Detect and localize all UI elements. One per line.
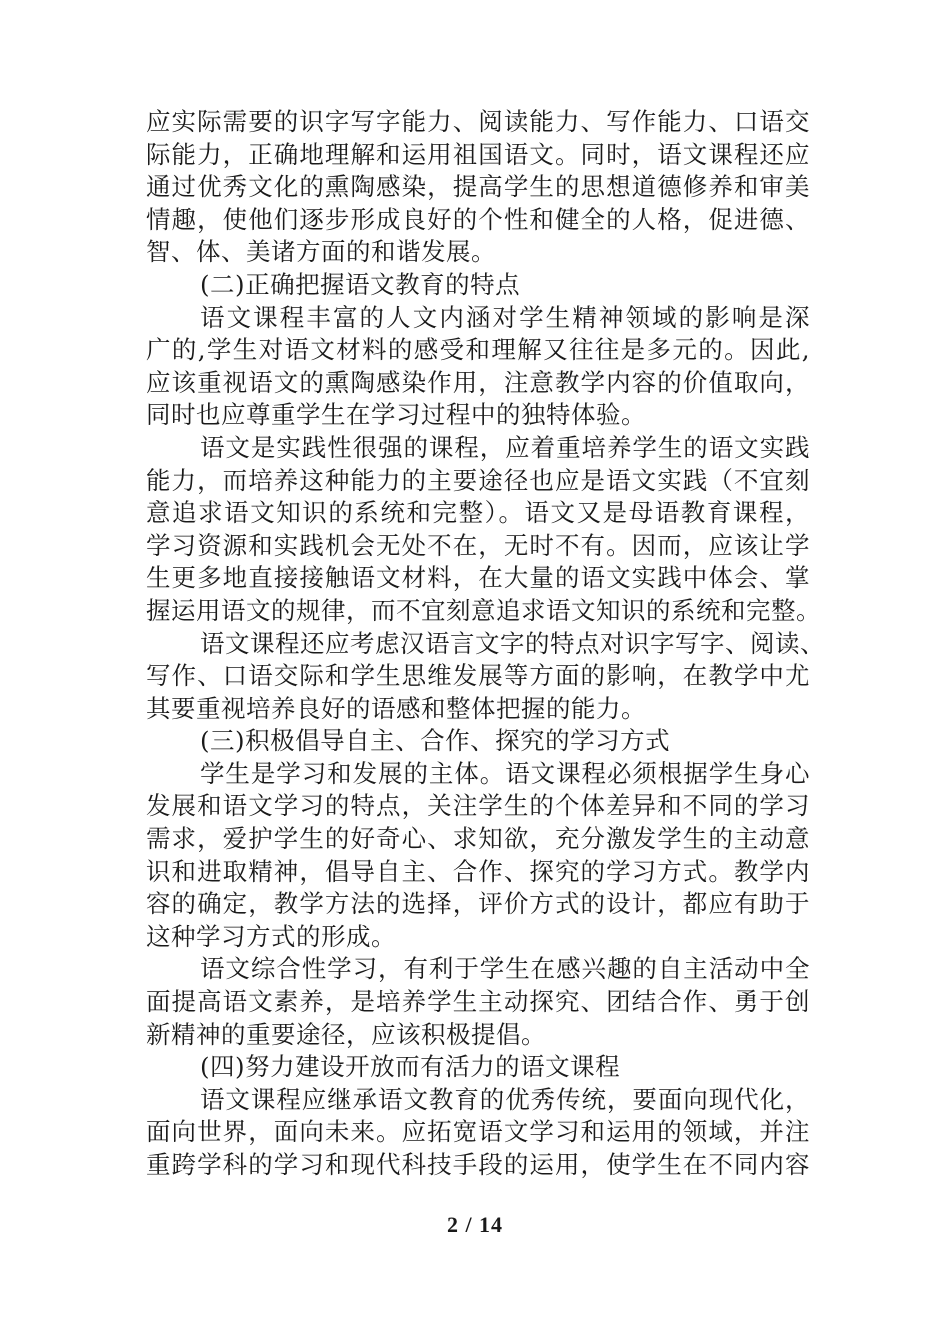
text-line: 写作、口语交际和学生思维发展等方面的影响，在教学中尤 [146,661,810,691]
text-line: 生更多地直接接触语文材料，在大量的语文实践中体会、掌 [146,563,810,593]
text-line: (四)努力建设开放而有活力的语文课程 [200,1052,621,1082]
text-line: 学习资源和实践机会无处不在，无时不有。因而，应该让学 [146,530,810,560]
text-line: 同时也应尊重学生在学习过程中的独特体验。 [146,400,646,430]
text-line: 智、体、美诸方面的和谐发展。 [146,237,496,267]
text-line: 这种学习方式的形成。 [146,921,396,951]
text-line: 意追求语文知识的系统和完整）。语文又是母语教育课程， [146,498,810,528]
text-line: 容的确定，教学方法的选择，评价方式的设计，都应有助于 [146,889,810,919]
text-line: 面提高语文素养，是培养学生主动探究、团结合作、勇于创 [146,987,810,1017]
text-line: 学生是学习和发展的主体。语文课程必须根据学生身心 [200,758,810,788]
text-line: 重跨学科的学习和现代科技手段的运用，使学生在不同内容 [146,1150,810,1179]
text-line: 能力，而培养这种能力的主要途径也应是语文实践（不宜刻 [146,465,810,495]
text-line: 识和进取精神，倡导自主、合作、探究的学习方式。教学内 [146,856,810,886]
text-line: 应该重视语文的熏陶感染作用，注意教学内容的价值取向， [146,367,810,397]
text-line: 语文是实践性很强的课程，应着重培养学生的语文实践 [200,432,810,462]
text-line: 发展和语文学习的特点，关注学生的个体差异和不同的学习 [146,791,810,821]
text-line: 应实际需要的识字写字能力、阅读能力、写作能力、口语交 [146,107,810,136]
text-line: 握运用语文的规律，而不宜刻意追求语文知识的系统和完整。 [146,595,821,625]
text-line: 语文课程应继承语文教育的优秀传统，要面向现代化， [200,1084,810,1114]
text-line: 情趣，使他们逐步形成良好的个性和健全的人格，促进德、 [146,204,810,234]
text-line: 语文课程还应考虑汉语言文字的特点对识字写字、阅读、 [200,628,825,658]
text-line: (三)积极倡导自主、合作、探究的学习方式 [200,726,671,756]
text-line: 际能力，正确地理解和运用祖国语文。同时，语文课程还应 [146,139,810,169]
text-line: 新精神的重要途径，应该积极提倡。 [146,1019,546,1049]
text-line: 语文课程丰富的人文内涵对学生精神领域的影响是深 [200,302,810,332]
text-line: 通过优秀文化的熏陶感染，提高学生的思想道德修养和审美 [146,172,810,202]
text-line: 面向世界，面向未来。应拓宽语文学习和运用的领域，并注 [146,1117,810,1147]
text-line: 语文综合性学习，有利于学生在感兴趣的自主活动中全 [200,954,810,984]
text-line: (二)正确把握语文教育的特点 [200,269,521,299]
document-body [146,106,825,1182]
text-line: 广的,学生对语文材料的感受和理解又往往是多元的。因此, [146,335,810,365]
text-line: 需求，爱护学生的好奇心、求知欲，充分激发学生的主动意 [146,824,810,854]
text-line: 其要重视培养良好的语感和整体把握的能力。 [146,693,646,723]
page-number: 2 / 14 [446,1212,504,1237]
